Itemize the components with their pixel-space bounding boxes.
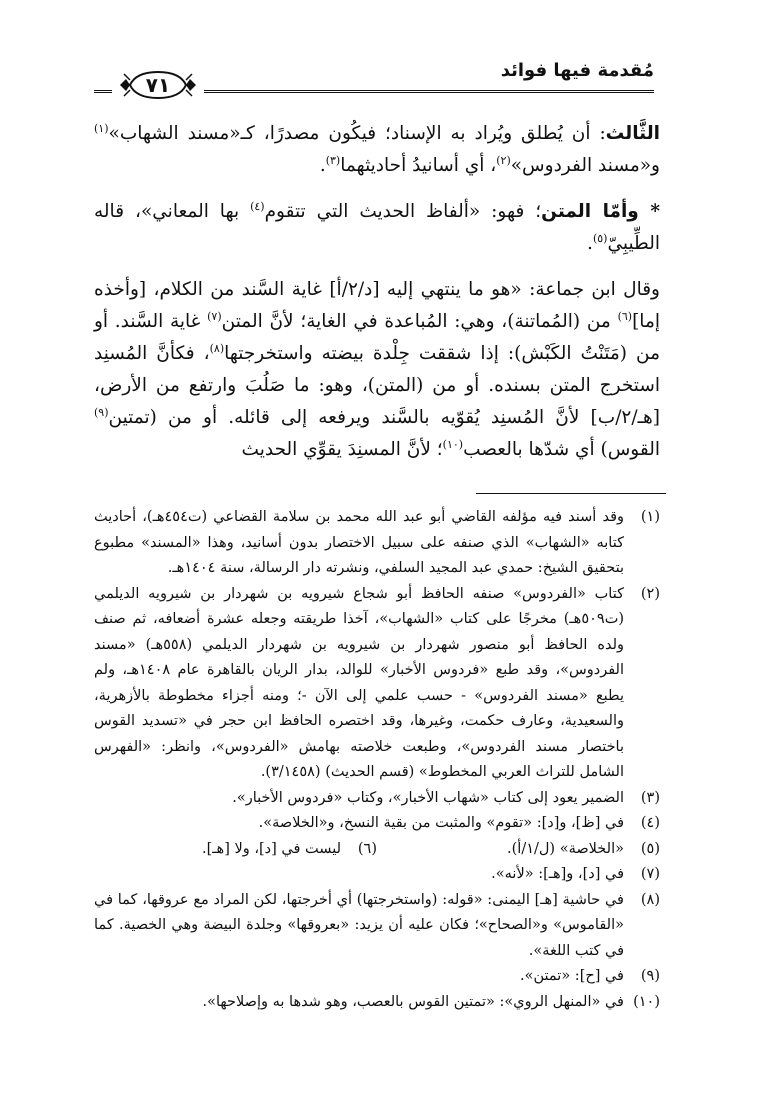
- footnote-5: [377, 837, 660, 863]
- footnote-3: [94, 786, 660, 812]
- footnote-6: [94, 837, 377, 863]
- footnote-ref-8: (٨): [209, 341, 225, 355]
- footnote-text: في حاشية [هـ] اليمنى: «قوله: (واستخرجتها) أي أخرجتها، لكن المراد مع عروقها، كما في «القاموس» و«الصحاح»؛ فكان عليه أن يزيد: «بعروقها» وجلدة البيضة وهي الخصية. كما في كتب اللغة».: [94, 891, 624, 959]
- paragraph-matn-definition: * وأمّا المتن؛ فهو: «ألفاظ الحديث التي تتقوم$^{(٤)}$ بها المعاني»، قاله الطِّيبِيّ$^{(٥)}$.: [94, 199, 660, 254]
- footnotes: [94, 505, 660, 1015]
- footnote-number: (٥): [640, 840, 660, 857]
- footnote-text: كتاب «الفردوس» صنفه الحافظ أبو شجاع شيرويه بن شهردار بن شيرويه الديلمي (ت٥٠٩هـ) مخرجًا على كتاب «الشهاب»، آخذا طريقته وجعله عشرة أضعافه، ثم صنف ولده الحافظ أبو منصور شهردار بن شيرويه بن شهردار الديلمي (٥٥٨هـ) «مسند الفردوس»، وقد طبع «فردوس الأخبار» للوالد، بدار الريان بالقاهرة عام ١٤٠٨هـ، ولم يطبع «مسند الفردوس» - حسب علمي إلى الآن -؛ ومنه أجزاء مخطوطة بالأزهرية، والسعيدية، وعارف حكمت، وغيرها، وقد اختصره الحافظ ابن حجر في «تسديد القوس باختصار مسند الفردوس»، وطبعت خلاصته بهامش «الفردوس»، وانظر: «الفهرس الشامل للتراث العربي المخطوط» (قسم الحديث) (٣/١٤٥٨).: [94, 585, 624, 780]
- footnote-ref-10: (١٠): [442, 437, 464, 451]
- footnote-9: [94, 964, 660, 990]
- footnote-text: الضمير يعود إلى كتاب «شهاب الأخبار»، وكتاب «فردوس الأخبار».: [232, 789, 624, 806]
- main-text: [94, 118, 660, 480]
- footnote-text: «الخلاصة» (ل/١/أ).: [507, 840, 624, 857]
- footnote-ref-7: (٧): [207, 309, 222, 323]
- footnote-number: (٤): [640, 815, 660, 831]
- page-number-ornament: [116, 68, 200, 102]
- footnote-ref-2: (٢): [496, 153, 511, 167]
- footnote-ref-3: (٣): [325, 153, 341, 167]
- footnote-1: [94, 505, 660, 582]
- footnote-text: وقد أسند فيه مؤلفه القاضي أبو عبد الله محمد بن سلامة القضاعي (ت٤٥٤هـ)، أحاديث كتابه «الشهاب» الذي صنفه على سبيل الاختصار بدون أسانيد، وهذا «المسند» مطبوع بتحقيق الشيخ: حمدي عبد المجيد السلفي، ونشرته دار الرسالة، سنة ١٤٠٤هـ.: [94, 509, 624, 576]
- footnote-5-and-6: [94, 837, 660, 863]
- term-matn: وأمّا المتن: [541, 201, 639, 222]
- page-number: ٧١: [145, 73, 171, 97]
- footnote-2: [94, 582, 660, 786]
- footnote-ref-1: (١): [94, 121, 109, 135]
- footnote-4: [94, 811, 660, 837]
- footnote-text: ليست في [د]، ولا [هـ].: [202, 840, 341, 857]
- term-third: الثَّالث: [605, 123, 660, 144]
- footnote-ref-4: (٤): [250, 199, 265, 213]
- footnote-10: [94, 990, 660, 1016]
- footnote-divider: [476, 493, 666, 494]
- footnote-number: (٢): [640, 585, 660, 602]
- footnote-number: (٦): [357, 840, 377, 857]
- paragraph-third-meaning: الثَّالث: أن يُطلق ويُراد به الإسناد؛ فيكُون مصدرًا، كـ«مسند الشهاب»$^{(١)}$ و«مسند الفردوس»$^{(٢)}$، أي أسانيدُ أحاديثهما$^{(٣)}$.: [94, 121, 660, 176]
- footnote-text: في [ح]: «تمتن».: [520, 968, 624, 984]
- footnote-number: (٧): [640, 866, 660, 882]
- paragraph-ibn-jamaa: وقال ابن جماعة: «هو ما ينتهي إليه [د/٢/أ] غاية السَّند من الكلام، [وأخذه إما]$^{(٦)}$ من (المُماتنة)، وهي: المُباعدة في الغاية؛ لأنَّ المتن$^{(٧)}$ غاية السَّند. أو من (مَتَنْتُ الكَبْش): إذا شققت جِلْدة بيضته واستخرجتها$^{(٨)}$، فكأنَّ المُسنِد استخرج المتن بسنده. أو من (المتن)، وهو: ما صَلُبَ وارتفع من الأرض، [هـ/٢/ب] لأنَّ المُسنِد يُقوّيه بالسَّند ويرفعه إلى قائله. أو من (تمتين$^{(٩)}$ القوس) أي شدّها بالعصب$^{(١٠)}$؛ لأنَّ المسنِدَ يقوِّي الحديث: [94, 279, 660, 460]
- footnote-text: في [د]، و[هـ]: «لأنه».: [491, 866, 624, 882]
- footnote-number: (١٠): [633, 993, 660, 1010]
- footnote-7: [94, 862, 660, 888]
- footnote-number: (١): [640, 509, 660, 525]
- footnote-text: في [ظ]، و[د]: «تقوم» والمثبت من بقية النسخ، و«الخلاصة».: [258, 815, 624, 831]
- footnote-ref-5: (٥): [592, 231, 608, 245]
- running-title: مُقدمة فيها فوائد: [500, 60, 654, 81]
- footnote-ref-9: (٩): [94, 405, 109, 419]
- page-header: [94, 56, 654, 104]
- footnote-number: (٨): [640, 891, 660, 908]
- bullet-star: *: [638, 201, 660, 222]
- footnote-text: في «المنهل الروي»: «تمتين القوس بالعصب، وهو شدها به وإصلاحها».: [202, 993, 624, 1010]
- footnote-8: [94, 888, 660, 965]
- footnote-number: (٩): [640, 968, 660, 984]
- footnote-number: (٣): [640, 789, 660, 806]
- footnote-ref-6: (٦): [617, 309, 633, 323]
